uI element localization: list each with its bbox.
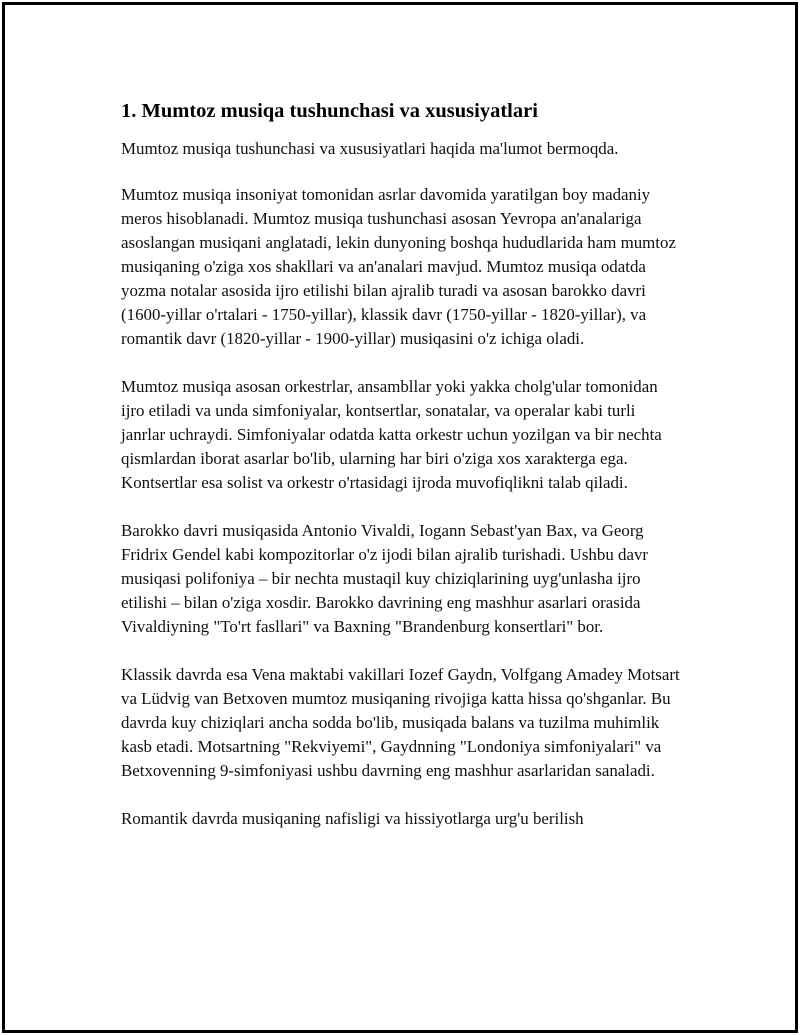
paragraph-definition: Mumtoz musiqa insoniyat tomonidan asrlar davomida yaratilgan boy madaniy meros hisoblanadi. Mumtoz musiqa tushunchasi asosan Yevropa an'analariga asoslangan musiqani anglatadi, lekin dunyoning boshqa hududlarida ham mumtoz musiqaning o'ziga xos shakllari va an'analari mavjud. Mumtoz musiqa odatda yozma notalar asosida ijro etilishi bilan ajralib turadi va asosan barokko davri (1600-yillar o'rtalari - 1750-yillar), klassik davr (1750-yillar - 1820-yillar), va romantik davr (1820-yillar - 1900-yillar) musiqasini o'z ichiga oladi.: [121, 185, 676, 348]
intro-paragraph: Mumtoz musiqa tushunchasi va xususiyatlari haqida ma'lumot bermoqda.: [121, 139, 619, 158]
paragraph-classical: Klassik davrda esa Vena maktabi vakillari Iozef Gaydn, Volfgang Amadey Motsart va Lüdvig van Betxoven mumtoz musiqaning rivojiga katta hissa qo'shganlar. Bu davrda kuy chiziqlari ancha sodda bo'lib, musiqada balans va tuzilma muhimlik kasb etadi. Motsartning "Rekviyemi", Gaydnning "Londoniya simfoniyalari" va Betxovenning 9-simfoniyasi ushbu davrning eng mashhur asarlaridan sanaladi.: [121, 665, 680, 780]
paragraph-baroque: Barokko davri musiqasida Antonio Vivaldi, Iogann Sebast'yan Bax, va Georg Fridrix Gendel kabi kompozitorlar o'z ijodi bilan ajralib turishadi. Ushbu davr musiqasi polifoniya – bir nechta mustaqil kuy chiziqlarining uyg'unlasha ijro etilishi – bilan o'ziga xosdir. Barokko davrining eng mashhur asarlari orasida Vivaldiyning "To'rt fasllari" va Baxning "Brandenburg konsertlari" bor.: [121, 521, 649, 636]
page-frame: [2, 2, 798, 1033]
paragraph-romantic: Romantik davrda musiqaning nafisligi va hissiyotlarga urg'u berilish: [121, 809, 584, 828]
paragraph-genres: Mumtoz musiqa asosan orkestrlar, ansambllar yoki yakka cholg'ular tomonidan ijro etiladi va unda simfoniyalar, kontsertlar, sonatalar, va operalar kabi turli janrlar uchraydi. Simfoniyalar odatda katta orkestr uchun yozilgan va bir nechta qismlardan iborat asarlar bo'lib, ularning har biri o'ziga xos xarakterga ega. Kontsertlar esa solist va orkestr o'rtasidagi ijroda muvofiqlikni talab qiladi.: [121, 377, 662, 492]
section-heading: 1. Mumtoz musiqa tushunchasi va xususiyatlari: [121, 100, 538, 122]
document-body: [121, 98, 683, 855]
